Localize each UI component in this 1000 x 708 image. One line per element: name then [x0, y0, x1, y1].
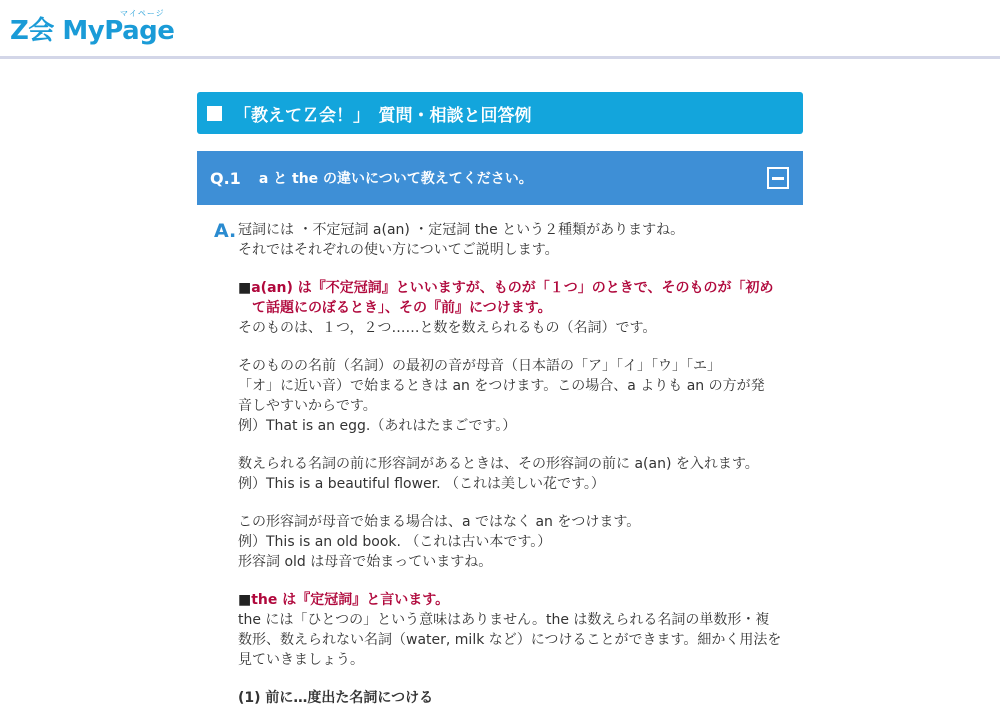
answer-intro [238, 220, 798, 260]
vowel-line: 「オ」に近い音）で始まるときは an をつけます。この場合、a よりも an の方が発 [238, 378, 765, 394]
adjective-vowel-line: この形容詞が母音で始まる場合は、a ではなく an をつけます。 [238, 514, 641, 530]
adjective-line: 数えられる名詞の前に形容詞があるときは、その形容詞の前に a(an) を入れます。 [238, 456, 759, 472]
answer-body [238, 220, 798, 708]
definite-article-block [238, 590, 798, 670]
collapse-minus-icon[interactable] [767, 167, 789, 189]
example-line: 例）This is an old book. （これは古い本です。） [238, 534, 552, 550]
adjective-paragraph [238, 454, 798, 494]
question-accordion-header[interactable] [197, 151, 803, 205]
site-header [0, 0, 1000, 59]
adjective-vowel-paragraph [238, 512, 798, 572]
definite-line: the には「ひとつの」という意味はありません。the は数えられる名詞の単数形・複 [238, 612, 770, 628]
minus-bar [772, 177, 784, 180]
indefinite-heading-line: a(an) は『不定冠詞』といいますが、ものが「１つ」のときで、そのものが「初め [251, 280, 774, 296]
adjective-vowel-line: 形容詞 old は母音で始まっていますね。 [238, 554, 493, 570]
definite-heading [238, 590, 798, 610]
indefinite-line: そのものは、１つ，２つ……と数を数えられるもの（名詞）です。 [238, 320, 657, 336]
intro-line: それではそれぞれの使い方についてご説明します。 [238, 242, 559, 258]
indefinite-heading-line: て話題にのぼるとき」、その『前』につけます。 [252, 300, 552, 316]
logo-text: Z会 MyPage [10, 16, 175, 46]
example-line: 例）That is an egg.（あれはたまごです。） [238, 418, 517, 434]
definite-heading-text: the は『定冠詞』と言います。 [251, 592, 450, 608]
heading-square-mark: ■ [238, 280, 252, 296]
intro-line: 冠詞には ・不定冠詞 a(an) ・定冠詞 the という２種類がありますね。 [238, 222, 685, 238]
heading-square-mark: ■ [238, 592, 252, 608]
logo-subtext: マイページ [120, 9, 165, 18]
cut-off-subheading: (1) 前に…度出た名詞につける [238, 690, 434, 706]
answer-label: A. [214, 220, 237, 242]
section-title-text: 「教えてＺ会！」 質問・相談と回答例 [234, 105, 532, 126]
vowel-paragraph [238, 356, 798, 436]
square-icon [207, 106, 222, 121]
example-line: 例）This is a beautiful flower. （これは美しい花です。） [238, 476, 605, 492]
indefinite-article-block [238, 278, 798, 338]
indefinite-heading [238, 278, 798, 298]
definite-line: 数形、数えられない名詞（water, milk など）につけることができます。細かく用法を [238, 632, 782, 648]
definite-line: 見ていきましょう。 [238, 652, 364, 668]
question-label: Q.1 [210, 168, 241, 188]
zkai-mypage-logo[interactable] [10, 8, 174, 48]
vowel-line: そのものの名前（名詞）の最初の音が母音（日本語の「ア」「イ」「ウ」「エ」 [238, 358, 721, 374]
question-text: a と the の違いについて教えてください。 [258, 171, 533, 187]
vowel-line: 音しやすいからです。 [238, 398, 377, 414]
section-title-bar [197, 92, 803, 134]
